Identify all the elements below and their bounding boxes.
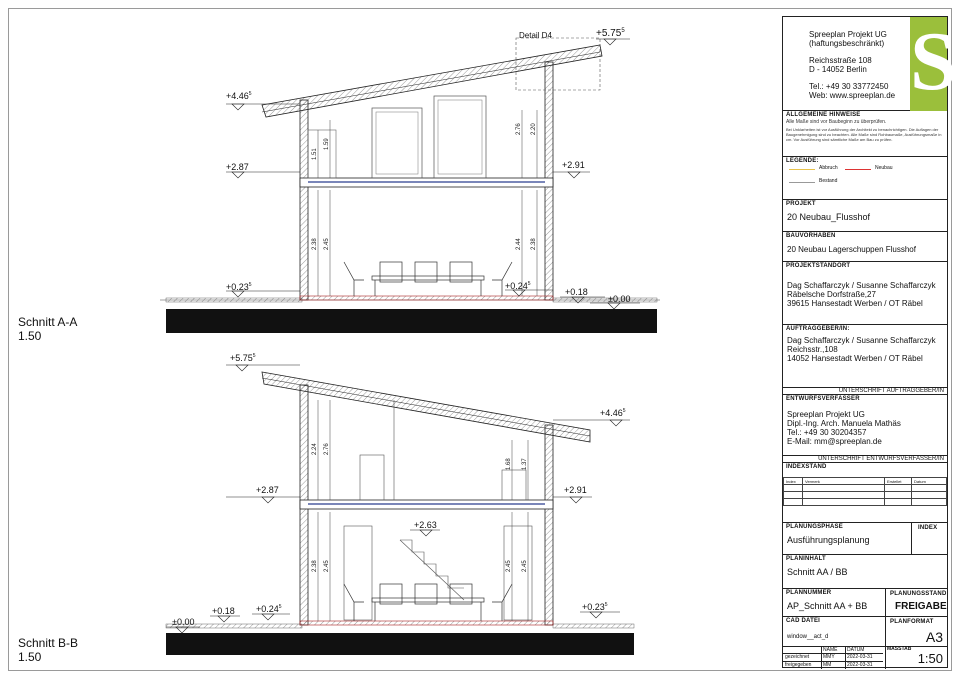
dim-b-7: 2.45: [506, 560, 512, 572]
left-wall-a: [300, 100, 308, 300]
level-b-floor-left: +2.87: [256, 485, 279, 495]
dim-b-2: 2.76: [324, 443, 330, 455]
section-a-scale: 1.50: [18, 329, 42, 343]
dim-a-8: 2.38: [531, 238, 537, 250]
standort-line2: Räbelsche Dorfstraße,27: [787, 290, 876, 299]
dim-a-5: 2.38: [312, 238, 318, 250]
detail-d4-label: Detail D4: [519, 31, 552, 40]
auftraggeber-section: [783, 325, 947, 395]
section-b-title: Schnitt B-B: [18, 636, 79, 650]
index-col-index: Index: [784, 478, 803, 485]
inhalt-value: Schnitt AA / BB: [787, 567, 848, 577]
company-tel: Tel.: +49 30 33772450: [809, 82, 889, 91]
furniture-b: [344, 584, 512, 621]
dim-b-4: 1.37: [522, 458, 528, 470]
legend-header: LEGENDE:: [786, 158, 819, 164]
index-table: [783, 477, 947, 506]
format-header: PLANFORMAT: [890, 619, 934, 625]
right-wall-b: [545, 425, 553, 625]
index-section: [783, 463, 947, 523]
level-a-eave-left: $+4.46^5$: [226, 91, 252, 101]
phase-value: Ausführungsplanung: [787, 535, 870, 545]
level-a-ground-mid: $+0.24^5$: [505, 281, 531, 291]
freigegeben-date: 2022-03-31: [847, 662, 873, 668]
sign-section: [783, 647, 947, 669]
entwurf-line2: Dipl.-Ing. Arch. Manuela Mathäs: [787, 419, 901, 428]
level-b-g1: +0.18: [212, 606, 235, 616]
furniture-a: [344, 262, 512, 296]
section-b-b: [166, 365, 634, 655]
gezeichnet-name: MMY: [823, 654, 835, 660]
level-b-top: $+5.75^5$: [230, 353, 256, 363]
inhalt-header: PLANINHALT: [786, 556, 826, 562]
dim-b-6: 2.45: [324, 560, 330, 572]
dim-a-4: 2.20: [531, 123, 537, 135]
unterschrift-auftraggeber: UNTERSCHRIFT AUFTRAGGEBER/IN: [783, 387, 947, 394]
freigegeben-label: freigegeben: [785, 662, 812, 668]
cad-section: [783, 617, 947, 647]
company-header: [783, 15, 957, 111]
cad-value: window__act_d: [787, 634, 829, 640]
legend-section: [783, 157, 947, 200]
dim-a-6: 2.45: [324, 238, 330, 250]
level-b-eave-right: $+4.46^5$: [600, 408, 626, 418]
index-header: INDEXSTAND: [786, 464, 827, 470]
company-sub: (haftungsbeschränkt): [809, 39, 885, 48]
dim-b-1: 2.24: [312, 443, 318, 455]
section-a-title: Schnitt A-A: [18, 315, 78, 329]
bauvorhaben-header: BAUVORHABEN: [786, 233, 836, 239]
company-city: D - 14052 Berlin: [809, 65, 867, 74]
level-a-top: $+5.75^5$: [596, 28, 625, 39]
massstab-value: 1:50: [917, 651, 943, 666]
company-street: Reichsstraße 108: [809, 56, 872, 65]
notes-text: Bei Unklarheiten ist vor Ausführung der Architekt zu benachrichtigen. Die Auflagen der Baugenehmigung sind zu beachten. Alle Maße sind Rohbaumaße, Ausführungsmaße in cm. Vor Ausführung sind sämtliche Maße am Bau zu prüfen.: [786, 127, 942, 142]
level-a-ground-right: +0.18: [565, 287, 588, 297]
level-a-floor-left: +2.87: [226, 162, 249, 172]
legend-bestand: Bestand: [819, 178, 838, 184]
level-b-zero: ±0.00: [172, 617, 195, 627]
dim-a-1: 1.51: [312, 148, 318, 160]
standort-line3: 39615 Hansestadt Werben / OT Räbel: [787, 299, 923, 308]
name-header: NAME: [823, 647, 838, 653]
gezeichnet-date: 2022-03-31: [847, 654, 873, 660]
entwurf-header: ENTWURFSVERFASSER: [786, 396, 860, 402]
auftraggeber-line3: 14052 Hansestadt Werben / OT Räbel: [787, 354, 923, 363]
level-a-ground-left: $+0.23^5$: [226, 282, 252, 292]
dim-a-2: 1.59: [324, 138, 330, 150]
massstab-header: MASSTAB: [887, 646, 912, 652]
projekt-value: 20 Neubau_Flusshof: [787, 212, 871, 222]
cad-header: CAD DATEI: [786, 618, 821, 624]
entwurf-line1: Spreeplan Projekt UG: [787, 410, 865, 419]
index-col-vermerk: Vermerk: [803, 478, 885, 485]
company-logo: S: [910, 17, 947, 111]
dim-a-3: 2.76: [516, 123, 522, 135]
level-b-g3: $+0.23^5$: [582, 602, 608, 612]
stand-value: FREIGABE: [895, 601, 947, 612]
level-a-zero: ±0.00: [608, 294, 631, 304]
bauvorhaben-value: 20 Neubau Lagerschuppen Flusshof: [787, 245, 916, 254]
dim-b-5: 2.38: [312, 560, 318, 572]
level-b-floor-right: +2.91: [564, 485, 587, 495]
inhalt-section: [783, 555, 947, 589]
index-col-datum: Datum: [912, 478, 947, 485]
auftraggeber-header: AUFTRAGGEBER/IN:: [786, 326, 850, 332]
entwurf-section: [783, 395, 947, 463]
nummer-value: AP_Schnitt AA + BB: [787, 601, 868, 611]
bauvorhaben-section: [783, 232, 947, 262]
phase-section: [783, 523, 947, 555]
company-web: Web: www.spreeplan.de: [809, 91, 896, 100]
datum-header: DATUM: [847, 647, 865, 653]
projekt-section: [783, 200, 947, 232]
notes-header: ALLGEMEINE HINWEISE: [786, 112, 861, 118]
standort-section: [783, 262, 947, 325]
ground-slab-b: [166, 633, 634, 655]
standort-line1: Dag Schaffarczyk / Susanne Schaffarczyk: [787, 281, 936, 290]
legend-abbruch: Abbruch: [819, 165, 838, 171]
section-b-scale: 1.50: [18, 650, 42, 664]
dim-a-7: 2.44: [516, 238, 522, 250]
ground-slab-a: [166, 309, 657, 333]
unterschrift-entwurf: UNTERSCHRIFT ENTWURFSVERFASSER/IN: [783, 455, 947, 462]
legend-neubau: Neubau: [875, 165, 893, 171]
index-col-erstellet: Erstellet: [885, 478, 912, 485]
company-name: Spreeplan Projekt UG: [809, 30, 887, 39]
dim-b-8: 2.45: [522, 560, 528, 572]
entwurf-line3: Tel.: +49 30 30204357: [787, 428, 867, 437]
title-block: [782, 15, 957, 668]
notes-section: [783, 111, 947, 157]
entwurf-line4: E-Mail: mm@spreeplan.de: [787, 437, 882, 446]
gezeichnet-label: gezeichnet: [785, 654, 810, 660]
format-value: A3: [925, 629, 943, 645]
auftraggeber-line2: Reichsstr.,108: [787, 345, 838, 354]
index-label: INDEX: [918, 525, 938, 531]
standort-header: PROJEKTSTANDORT: [786, 263, 851, 269]
stand-header: PLANUNGSSTAND: [890, 591, 947, 597]
nummer-section: [783, 589, 947, 617]
projekt-header: PROJEKT: [786, 201, 816, 207]
level-a-floor-right: +2.91: [562, 160, 585, 170]
notes-line: Alle Maße sind vor Baubeginn zu überprüfen.: [786, 119, 887, 125]
phase-header: PLANUNGSPHASE: [786, 524, 843, 530]
level-b-g2: $+0.24^5$: [256, 604, 282, 614]
dim-b-3: 1.68: [506, 458, 512, 470]
nummer-header: PLANNUMMER: [786, 590, 832, 596]
level-b-landing: +2.63: [414, 520, 437, 530]
auftraggeber-line1: Dag Schaffarczyk / Susanne Schaffarczyk: [787, 336, 936, 345]
freigegeben-name: MM: [823, 662, 832, 668]
